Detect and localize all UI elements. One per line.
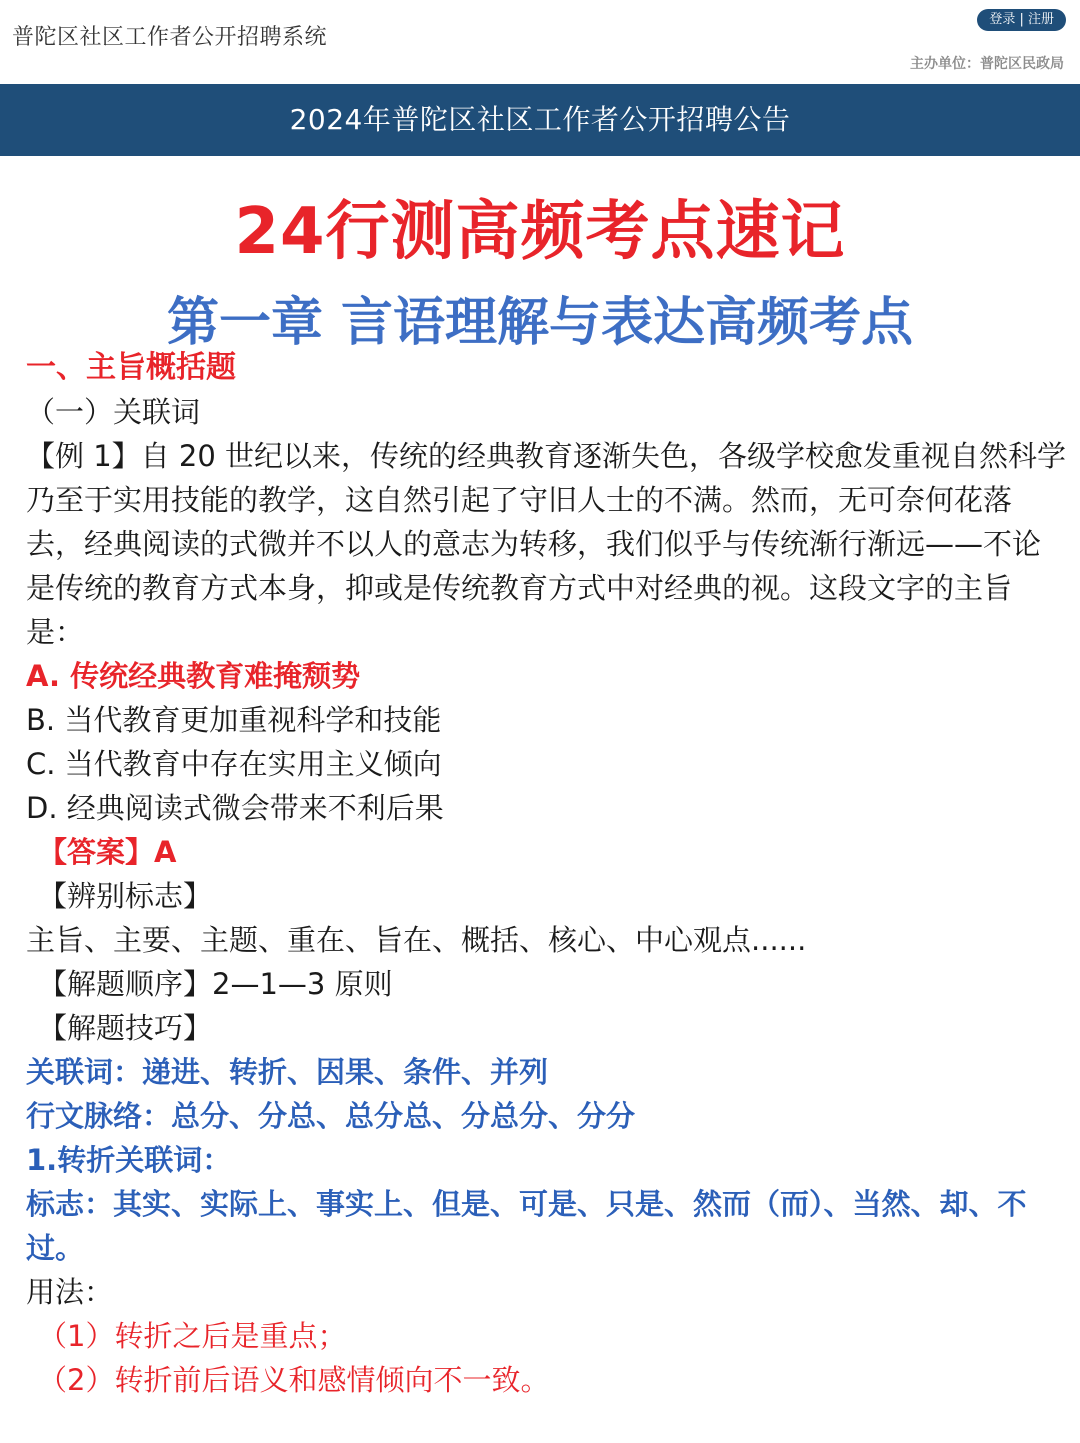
solving-order: 【解题顺序】2—1—3 原则 [38, 967, 393, 1001]
turning-title: 1.转折关联词： [26, 1143, 232, 1177]
skills-connectives: 关联词：递进、转折、因果、条件、并列 [26, 1055, 549, 1089]
subsection-title: （一）关联词 [26, 395, 201, 429]
chapter-title: 第一章 言语理解与表达高频考点 [166, 293, 914, 353]
turning-signs: 标志：其实、实际上、事实上、但是、可是、只是、然而（而）、当然、却、不过。 [26, 1187, 1027, 1265]
option-b: B. 当代教育更加重视科学和技能 [26, 703, 442, 737]
skills-label: 【解题技巧】 [38, 1011, 213, 1045]
answer: 【答案】A [38, 835, 177, 869]
usage-label: 用法： [26, 1275, 114, 1309]
section-title: 一、主旨概括题 [26, 350, 236, 385]
login-register-button[interactable]: 登录 | 注册 [977, 9, 1066, 31]
top-bar [0, 0, 1080, 85]
option-d: D. 经典阅读式微会带来不利后果 [26, 791, 444, 825]
skills-structure: 行文脉络：总分、分总、总分总、分总分、分分 [26, 1099, 636, 1133]
usage-item-2: （2）转折前后语义和感情倾向不一致。 [38, 1363, 550, 1397]
option-a: A. 传统经典教育难掩颓势 [26, 659, 361, 693]
document-title: 24行测高频考点速记 [234, 195, 846, 269]
identify-words: 主旨、主要、主题、重在、旨在、概括、核心、中心观点...... [26, 923, 807, 957]
document-body [26, 346, 1066, 1402]
usage-item-1: （1）转折之后是重点； [38, 1319, 347, 1353]
announcement-banner: 2024年普陀区社区工作者公开招聘公告 [0, 84, 1080, 156]
host-organization: 主办单位：普陀区民政局 [910, 56, 1064, 72]
example-question: 【例 1】自 20 世纪以来，传统的经典教育逐渐失色，各级学校愈发重视自然科学乃至于实用技能的教学，这自然引起了守旧人士的不满。然而，无可奈何花落去，经典阅读的式微并不以人的意志为转移，我们似乎与传统渐行渐远——不论是传统的教育方式本身，抑或是传统教育方式中对经典的视。这段文字的主旨是： [26, 439, 1067, 649]
site-name: 普陀区社区工作者公开招聘系统 [12, 25, 328, 50]
option-c: C. 当代教育中存在实用主义倾向 [26, 747, 442, 781]
identify-label: 【辨别标志】 [38, 879, 213, 913]
